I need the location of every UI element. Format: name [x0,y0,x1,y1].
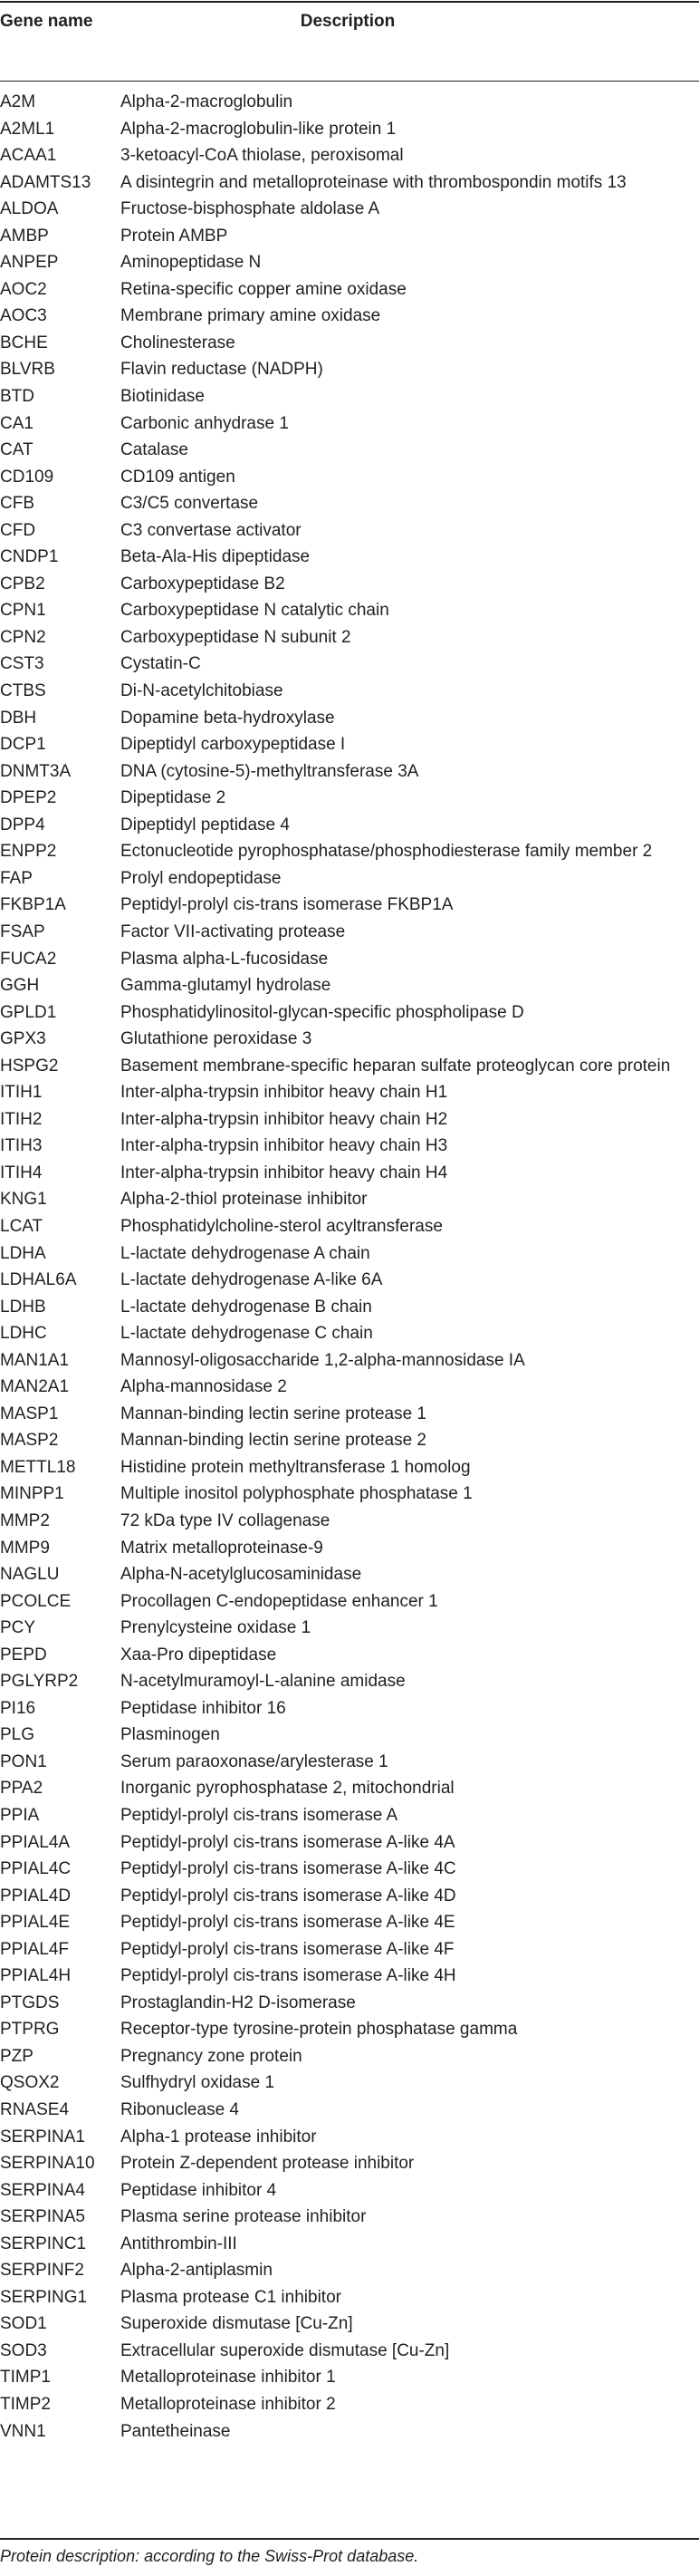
gene-name-cell: DPP4 [0,815,45,835]
table-row [0,544,699,571]
table-row [0,1749,699,1776]
gene-name-cell: A2M [0,92,36,111]
description-cell: Fructose-bisphosphate aldolase A [120,199,380,219]
description-cell: Alpha-N-acetylglucosaminidase [120,1565,362,1585]
gene-name-cell: SERPINA4 [0,2180,85,2200]
description-cell: N-acetylmuramoyl-L-alanine amidase [120,1672,406,1692]
table-row [0,1267,699,1294]
table-row [0,892,699,919]
description-cell: Alpha-1 protease inhibitor [120,2127,317,2147]
description-cell: Peptidase inhibitor 16 [120,1698,286,1718]
table-row [0,946,699,973]
gene-name-cell: ITIH4 [0,1163,43,1182]
description-cell: Metalloproteinase inhibitor 1 [120,2368,336,2388]
description-cell: Membrane primary amine oxidase [120,306,381,326]
table-row [0,785,699,812]
table-row [0,2338,699,2365]
gene-name-cell: DNMT3A [0,761,72,781]
gene-name-cell: FAP [0,868,33,888]
description-cell: Di-N-acetylchitobiase [120,681,283,701]
description-cell: Alpha-2-macroglobulin [120,92,293,111]
description-cell: Ribonuclease 4 [120,2100,239,2120]
description-cell: Peptidyl-prolyl cis-trans isomerase A-like 4F [120,1939,455,1959]
table-row [0,2391,699,2418]
description-cell: DNA (cytosine-5)-methyltransferase 3A [120,761,419,781]
gene-name-cell: CD109 [0,467,54,487]
table-row [0,1775,699,1802]
gene-name-cell: PPIA [0,1806,40,1825]
gene-name-cell: MMP9 [0,1538,50,1558]
description-cell: Xaa-Pro dipeptidase [120,1645,277,1664]
description-cell: Serum paraoxonase/arylesterase 1 [120,1751,388,1771]
gene-name-cell: RNASE4 [0,2100,70,2120]
table-row [0,1909,699,1936]
table-row [0,464,699,491]
gene-name-cell: ENPP2 [0,842,57,862]
gene-name-cell: PTPRG [0,2020,60,2040]
description-cell: Histidine protein methyltransferase 1 homolog [120,1457,471,1477]
table-row [0,1454,699,1481]
table-row [0,972,699,999]
table-row [0,1642,699,1669]
description-cell: Inorganic pyrophosphatase 2, mitochondrial [120,1779,455,1799]
table-row [0,2364,699,2391]
description-cell: Cholinesterase [120,333,235,352]
description-cell: Multiple inositol polyphosphate phosphatase 1 [120,1484,473,1504]
table-row [0,116,699,143]
table-row [0,1963,699,1990]
gene-name-cell: DPEP2 [0,788,57,808]
table-row [0,410,699,438]
table-header-rule [0,81,699,82]
gene-name-cell: MASP1 [0,1404,59,1423]
table-row [0,276,699,304]
description-cell: Phosphatidylinositol-glycan-specific phospholipase D [120,1002,524,1022]
description-cell: Plasma protease C1 inhibitor [120,2287,341,2307]
gene-name-cell: ANPEP [0,253,59,273]
gene-name-cell: PPIAL4A [0,1832,71,1852]
description-cell: Basement membrane-specific heparan sulfate proteoglycan core protein [120,1056,671,1076]
description-cell: Pregnancy zone protein [120,2046,302,2066]
table-row [0,89,699,116]
gene-name-cell: LDHC [0,1324,47,1344]
table-row [0,330,699,357]
table-body [0,89,699,2445]
table-row [0,1561,699,1588]
table-row [0,758,699,786]
table-row [0,1294,699,1321]
description-cell: Prolyl endopeptidase [120,868,282,888]
description-cell: Superoxide dismutase [Cu-Zn] [120,2314,353,2334]
table-row [0,383,699,410]
description-cell: Plasma alpha-L-fucosidase [120,949,329,969]
table-row [0,142,699,169]
description-cell: Pantetheinase [120,2421,231,2441]
gene-name-cell: PPIAL4C [0,1859,72,1879]
gene-name-cell: PCY [0,1618,36,1638]
description-cell: 3-ketoacyl-CoA thiolase, peroxisomal [120,146,404,166]
description-cell: L-lactate dehydrogenase B chain [120,1297,372,1317]
description-cell: Plasma serine protease inhibitor [120,2207,367,2227]
description-cell: Gamma-glutamyl hydrolase [120,976,331,996]
description-cell: Inter-alpha-trypsin inhibitor heavy chain H3 [120,1136,448,1156]
table-row [0,2124,699,2151]
description-cell: Prenylcysteine oxidase 1 [120,1618,311,1638]
gene-name-cell: PGLYRP2 [0,1672,79,1692]
gene-name-cell: LDHA [0,1243,46,1263]
description-cell: Beta-Ala-His dipeptidase [120,547,311,567]
table-row [0,812,699,839]
table-row [0,2150,699,2177]
gene-name-cell: SERPINA1 [0,2127,85,2147]
description-cell: Metalloproteinase inhibitor 2 [120,2395,336,2415]
table-row [0,1186,699,1213]
description-cell: Dopamine beta-hydroxylase [120,708,335,728]
gene-name-cell: PPIAL4H [0,1966,72,1986]
gene-name-cell: MAN1A1 [0,1350,70,1370]
description-cell: Inter-alpha-trypsin inhibitor heavy chain H4 [120,1163,448,1182]
gene-name-cell: ADAMTS13 [0,172,91,192]
description-cell: Protein Z-dependent protease inhibitor [120,2154,415,2174]
description-cell: Mannan-binding lectin serine protease 2 [120,1431,426,1451]
description-cell: Carboxypeptidase B2 [120,574,285,593]
description-cell: Prostaglandin-H2 D-isomerase [120,1992,356,2012]
description-cell: Aminopeptidase N [120,253,262,273]
gene-name-cell: MMP2 [0,1510,50,1530]
description-cell: Cystatin-C [120,654,201,674]
gene-name-cell: SERPINA5 [0,2207,85,2227]
gene-name-cell: MASP2 [0,1431,59,1451]
gene-name-cell: PPIAL4D [0,1886,72,1905]
table-row [0,223,699,250]
gene-name-cell: SERPINF2 [0,2261,84,2281]
gene-name-cell: ITIH3 [0,1136,43,1156]
description-cell: Alpha-2-macroglobulin-like protein 1 [120,119,397,139]
table-row [0,1374,699,1401]
description-cell: Glutathione peroxidase 3 [120,1029,312,1049]
table-row [0,919,699,946]
gene-name-cell: CAT [0,440,34,460]
table-row [0,356,699,383]
gene-name-cell: HSPG2 [0,1056,59,1076]
gene-name-cell: AOC3 [0,306,47,326]
gene-name-cell: VNN1 [0,2421,46,2441]
description-cell: C3 convertase activator [120,520,302,540]
description-cell: Catalase [120,440,188,460]
table-row [0,1508,699,1535]
table-row [0,1026,699,1053]
table-row [0,705,699,732]
description-cell: Peptidase inhibitor 4 [120,2180,277,2200]
gene-name-cell: SOD1 [0,2314,47,2334]
table-row [0,651,699,678]
description-cell: Mannan-binding lectin serine protease 1 [120,1404,426,1423]
gene-name-cell: CA1 [0,413,34,433]
gene-name-cell: CPN2 [0,627,46,647]
description-cell: Sulfhydryl oxidase 1 [120,2073,275,2093]
description-cell: Carboxypeptidase N subunit 2 [120,627,351,647]
gene-name-cell: PPIAL4E [0,1913,71,1933]
description-cell: Peptidyl-prolyl cis-trans isomerase A-like 4E [120,1913,455,1933]
gene-name-cell: ALDOA [0,199,59,219]
gene-name-cell: PTGDS [0,1992,60,2012]
description-cell: CD109 antigen [120,467,235,487]
table-row [0,2418,699,2446]
table-row [0,1535,699,1562]
table-row [0,1722,699,1749]
table-row [0,1320,699,1347]
gene-name-cell: GGH [0,976,40,996]
table-row [0,1347,699,1375]
table-row [0,1668,699,1695]
header-description: Description [300,12,396,31]
description-cell: 72 kDa type IV collagenase [120,1510,330,1530]
gene-name-cell: TIMP2 [0,2395,51,2415]
gene-name-cell: CPB2 [0,574,45,593]
gene-name-cell: MAN2A1 [0,1377,70,1397]
description-cell: L-lactate dehydrogenase A chain [120,1243,370,1263]
gene-name-cell: LCAT [0,1216,43,1236]
gene-name-cell: QSOX2 [0,2073,60,2093]
description-cell: Antithrombin-III [120,2233,237,2253]
table-row [0,169,699,197]
description-cell: Peptidyl-prolyl cis-trans isomerase A-like 4A [120,1832,455,1852]
table-row [0,678,699,705]
table-row [0,1053,699,1080]
description-cell: Dipeptidase 2 [120,788,226,808]
description-cell: Factor VII-activating protease [120,921,346,941]
table-row [0,1695,699,1722]
gene-name-cell: CTBS [0,681,46,701]
gene-name-cell: METTL18 [0,1457,76,1477]
table-row [0,1427,699,1454]
description-cell: Peptidyl-prolyl cis-trans isomerase FKBP1A [120,895,454,915]
table-row [0,437,699,464]
gene-name-cell: DCP1 [0,735,46,755]
table-row [0,196,699,223]
table-row [0,1160,699,1187]
table-row [0,249,699,276]
gene-name-cell: PZP [0,2046,34,2066]
description-cell: Plasminogen [120,1725,220,1745]
gene-name-cell: ITIH2 [0,1109,43,1129]
description-cell: Protein AMBP [120,226,228,246]
gene-name-cell: DBH [0,708,37,728]
table-footnote: Protein description: according to the Swiss-Prot database. [0,2547,419,2565]
header-gene-name: Gene name [0,12,93,31]
gene-name-cell: SERPINA10 [0,2154,95,2174]
description-cell: Receptor-type tyrosine-protein phosphatase gamma [120,2020,518,2040]
description-cell: A disintegrin and metalloproteinase with thrombospondin motifs 13 [120,172,627,192]
table-row [0,1481,699,1508]
gene-name-cell: MINPP1 [0,1484,64,1504]
gene-name-cell: SERPINC1 [0,2233,87,2253]
gene-name-cell: TIMP1 [0,2368,51,2388]
table-row [0,1615,699,1642]
table-row [0,2284,699,2311]
description-cell: Peptidyl-prolyl cis-trans isomerase A-like 4H [120,1966,456,1986]
gene-name-cell: SERPING1 [0,2287,88,2307]
table-row [0,1079,699,1106]
table-row [0,2231,699,2258]
table-row [0,2097,699,2124]
table-row [0,597,699,624]
table-row [0,2177,699,2205]
table-row [0,517,699,545]
gene-name-cell: LDHB [0,1297,46,1317]
gene-name-cell: AMBP [0,226,49,246]
table-row [0,624,699,651]
table-row [0,838,699,865]
description-cell: Carboxypeptidase N catalytic chain [120,601,389,621]
table-row [0,2311,699,2338]
gene-name-cell: FUCA2 [0,949,57,969]
gene-name-cell: PPA2 [0,1779,43,1799]
table-row [0,2043,699,2070]
gene-name-cell: LDHAL6A [0,1270,77,1290]
table-row [0,1133,699,1160]
table-row [0,2257,699,2284]
table-row [0,1106,699,1134]
description-cell: Dipeptidyl peptidase 4 [120,815,290,835]
gene-name-cell: FKBP1A [0,895,66,915]
gene-name-cell: GPLD1 [0,1002,57,1022]
table-bottom-rule [0,2538,699,2540]
table-row [0,2016,699,2043]
table-row [0,571,699,598]
table-row [0,1990,699,2017]
gene-name-cell: PON1 [0,1751,47,1771]
table-row [0,999,699,1027]
gene-name-cell: GPX3 [0,1029,46,1049]
description-cell: C3/C5 convertase [120,494,259,514]
table-row [0,731,699,758]
gene-name-cell: PEPD [0,1645,47,1664]
table-row [0,1883,699,1910]
description-cell: Retina-specific copper amine oxidase [120,279,407,299]
table-row [0,1588,699,1616]
description-cell: Dipeptidyl carboxypeptidase I [120,735,346,755]
description-cell: Phosphatidylcholine-sterol acyltransferase [120,1216,443,1236]
description-cell: Procollagen C-endopeptidase enhancer 1 [120,1591,438,1611]
description-cell: L-lactate dehydrogenase A-like 6A [120,1270,383,1290]
description-cell: Biotinidase [120,387,205,407]
description-cell: Ectonucleotide pyrophosphatase/phosphodiesterase family member 2 [120,842,653,862]
table-row [0,1213,699,1240]
description-cell: Peptidyl-prolyl cis-trans isomerase A-like 4C [120,1859,456,1879]
description-cell: Alpha-2-antiplasmin [120,2261,273,2281]
gene-name-cell: PI16 [0,1698,36,1718]
table-row [0,1856,699,1883]
table-row [0,1829,699,1857]
description-cell: Carbonic anhydrase 1 [120,413,289,433]
gene-name-cell: BLVRB [0,360,55,380]
gene-name-cell: PLG [0,1725,35,1745]
description-cell: Alpha-2-thiol proteinase inhibitor [120,1190,368,1210]
description-cell: Alpha-mannosidase 2 [120,1377,287,1397]
table-row [0,1802,699,1829]
table-row [0,1240,699,1268]
description-cell: Extracellular superoxide dismutase [Cu-Zn] [120,2340,450,2360]
table-row [0,1401,699,1428]
gene-name-cell: KNG1 [0,1190,47,1210]
description-cell: Inter-alpha-trypsin inhibitor heavy chain H1 [120,1083,448,1103]
gene-name-cell: CFB [0,494,34,514]
gene-name-cell: ACAA1 [0,146,57,166]
gene-name-cell: A2ML1 [0,119,55,139]
description-cell: Flavin reductase (NADPH) [120,360,323,380]
table-row [0,490,699,517]
description-cell: Peptidyl-prolyl cis-trans isomerase A-like 4D [120,1886,456,1905]
description-cell: Matrix metalloproteinase-9 [120,1538,323,1558]
gene-name-cell: SOD3 [0,2340,47,2360]
table-row [0,303,699,330]
table-top-rule [0,1,699,3]
gene-name-cell: FSAP [0,921,45,941]
gene-name-cell: BCHE [0,333,48,352]
table-row [0,865,699,892]
description-cell: Peptidyl-prolyl cis-trans isomerase A [120,1806,398,1825]
gene-name-cell: CFD [0,520,36,540]
gene-name-cell: ITIH1 [0,1083,43,1103]
gene-name-cell: CNDP1 [0,547,59,567]
table-row [0,1936,699,1963]
table-row [0,2204,699,2231]
gene-name-cell: PCOLCE [0,1591,72,1611]
gene-name-cell: BTD [0,387,34,407]
gene-name-cell: PPIAL4F [0,1939,70,1959]
gene-name-cell: AOC2 [0,279,47,299]
description-cell: L-lactate dehydrogenase C chain [120,1324,373,1344]
gene-name-cell: NAGLU [0,1565,60,1585]
table-row [0,2069,699,2097]
gene-name-cell: CST3 [0,654,44,674]
description-cell: Mannosyl-oligosaccharide 1,2-alpha-mannosidase IA [120,1350,525,1370]
description-cell: Inter-alpha-trypsin inhibitor heavy chain H2 [120,1109,448,1129]
gene-name-cell: CPN1 [0,601,46,621]
